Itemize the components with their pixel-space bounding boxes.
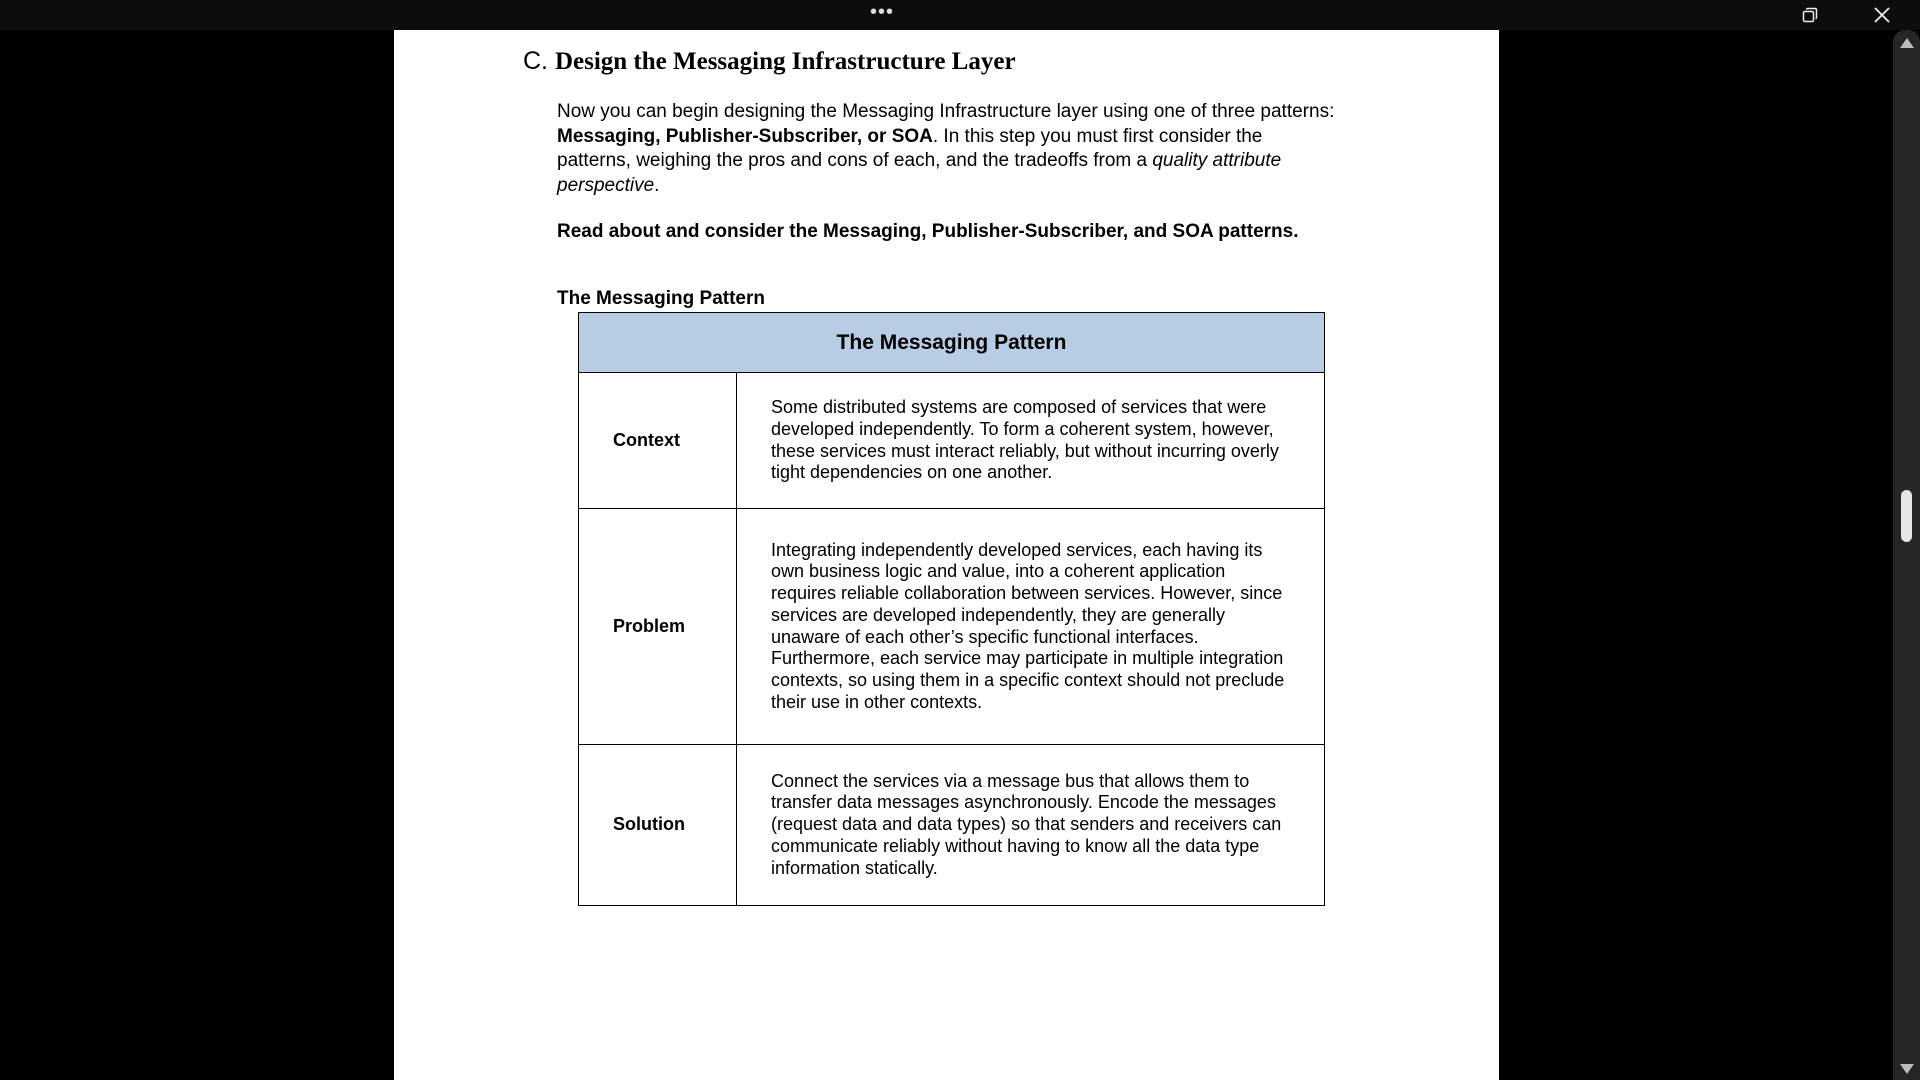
intro-text: . In this step you must first consider the [932, 125, 1263, 147]
text-line: contexts, so using them in a specific context should not preclude [771, 669, 1285, 690]
row-label: Solution [579, 745, 737, 906]
table-caption: The Messaging Pattern [557, 288, 765, 309]
close-icon[interactable] [1872, 5, 1892, 25]
intro-text: . [654, 174, 660, 196]
text-line: these services must interact reliably, but without incurring overly [771, 440, 1279, 461]
table-row [579, 509, 1325, 745]
text-line: own business logic and value, into a coherent application [771, 561, 1226, 582]
text-line: (request data and data types) so that senders and receivers can [771, 814, 1282, 835]
section-heading [523, 47, 1016, 76]
intro-line: Now you can begin designing the Messaging Infrastructure layer using one of three patterns: [557, 101, 1335, 122]
text-line: communicate reliably without having to know all the data type [771, 835, 1260, 856]
scroll-down-arrow-icon[interactable] [1900, 1064, 1914, 1074]
table-row [579, 373, 1325, 509]
intro-line [557, 174, 1357, 199]
scroll-up-arrow-icon[interactable] [1900, 38, 1914, 48]
intro-text: patterns, weighing the pros and cons of each, and the tradeoffs from a [557, 150, 1153, 171]
document-page [394, 30, 1499, 1080]
section-title: Design the Messaging Infrastructure Layer [554, 48, 1016, 75]
text-line: services are developed independently, they are generally [771, 604, 1225, 625]
title-bar [0, 0, 1920, 30]
text-line: information statically. [771, 857, 938, 878]
intro-italic: quality attribute [1152, 150, 1282, 171]
text-line: transfer data messages asynchronously. Encode the messages [771, 792, 1276, 813]
text-line: Some distributed systems are composed of services that were [771, 397, 1267, 418]
section-letter: C. [523, 47, 548, 75]
restore-icon[interactable] [1802, 7, 1818, 23]
messaging-pattern-table [578, 312, 1325, 906]
vertical-scrollbar[interactable] [1893, 30, 1920, 1080]
text-line: unaware of each other’s specific functional interfaces. [771, 626, 1199, 647]
text-line: developed independently. To form a coherent system, however, [771, 418, 1274, 439]
text-line: requires reliable collaboration between services. However, since [771, 583, 1283, 604]
row-label: Problem [579, 509, 737, 745]
text-line: Connect the services via a message bus that allows them to [771, 770, 1250, 791]
intro-paragraph [557, 100, 1357, 198]
scrollbar-thumb[interactable] [1901, 490, 1912, 542]
patterns-bold: Messaging, Publisher-Subscriber, or SOA [557, 125, 933, 147]
row-text [737, 373, 1325, 509]
table-header: The Messaging Pattern [579, 313, 1325, 373]
text-line: Furthermore, each service may participate in multiple integration [771, 648, 1284, 669]
text-line: tight dependencies on one another. [771, 462, 1053, 483]
row-text [737, 745, 1325, 906]
more-dots-icon[interactable]: ••• [870, 1, 895, 23]
intro-line [557, 125, 1357, 150]
row-label: Context [579, 373, 737, 509]
intro-line [557, 149, 1357, 174]
text-line: their use in other contexts. [771, 691, 983, 712]
row-text [737, 509, 1325, 745]
intro-italic: perspective [557, 174, 655, 196]
table-row [579, 745, 1325, 906]
instruction-line: Read about and consider the Messaging, Publisher-Subscriber, and SOA patterns. [557, 221, 1299, 242]
text-line: Integrating independently developed services, each having its [771, 539, 1263, 560]
